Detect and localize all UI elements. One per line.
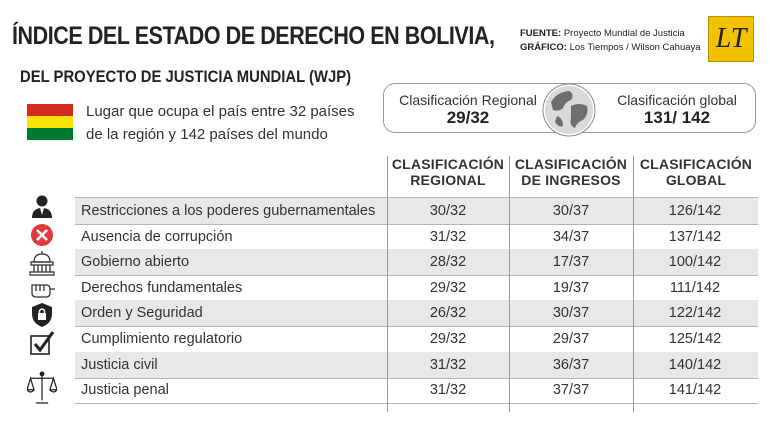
column-divider [633, 156, 634, 412]
page-title: ÍNDICE DEL ESTADO DE DERECHO EN BOLIVIA, [12, 22, 495, 50]
row-label: Ausencia de corrupción [81, 229, 233, 245]
column-header-global [634, 156, 758, 188]
cell-regional: 31/32 [429, 357, 467, 373]
cell-regional: 28/32 [429, 254, 467, 270]
row-label: Justicia penal [81, 382, 169, 398]
column-header-income-line2: DE INGRESOS [521, 172, 621, 188]
cell-global: 141/142 [668, 382, 722, 398]
cell-regional: 26/32 [429, 305, 467, 321]
cell-global: 140/142 [668, 357, 722, 373]
legend-line-2: de la región y 142 países del mundo [86, 126, 328, 143]
scales-icon [27, 368, 57, 408]
cell-income: 30/37 [552, 305, 590, 321]
flag-stripe-red [27, 104, 73, 116]
table-row [75, 326, 758, 352]
cell-income: 17/37 [552, 254, 590, 270]
row-label: Cumplimiento regulatorio [81, 331, 243, 347]
cell-global: 111/142 [669, 280, 721, 296]
cell-global: 137/142 [668, 229, 722, 245]
cell-regional: 31/32 [429, 382, 467, 398]
row-label: Restricciones a los poderes gubernamentales [81, 203, 376, 219]
row-label: Orden y Seguridad [81, 305, 203, 321]
checkbox-icon [27, 330, 57, 356]
page-subtitle: DEL PROYECTO DE JUSTICIA MUNDIAL (WJP) [20, 68, 352, 86]
graphic-label: GRÁFICO: [520, 42, 567, 53]
graphic-value: Los Tiempos / Wilson Cahuaya [569, 42, 701, 53]
cell-regional: 30/32 [429, 203, 467, 219]
regional-ranking-value: 29/32 [446, 108, 490, 127]
column-divider [387, 156, 388, 412]
legend-text [86, 100, 355, 146]
source-value: Proyecto Mundial de Justicia [563, 28, 685, 39]
los-tiempos-logo: LT [708, 16, 754, 62]
table-row [75, 300, 758, 326]
cell-income: 30/37 [552, 203, 590, 219]
cell-regional: 31/32 [429, 229, 467, 245]
table-row [75, 249, 758, 275]
global-ranking [604, 92, 750, 126]
cell-global: 126/142 [668, 203, 722, 219]
row-label: Derechos fundamentales [81, 280, 243, 296]
column-divider [509, 156, 510, 412]
cell-regional: 29/32 [429, 280, 467, 296]
cell-income: 19/37 [552, 280, 590, 296]
cell-income: 34/37 [552, 229, 590, 245]
red-x-icon [27, 222, 57, 248]
column-header-income [509, 156, 633, 188]
source-credits [520, 27, 701, 55]
row-label: Justicia civil [81, 357, 158, 373]
regional-ranking [393, 92, 543, 126]
cell-regional: 29/32 [429, 331, 467, 347]
cell-global: 125/142 [668, 331, 722, 347]
column-header-global-line1: CLASIFICACIÓN [639, 156, 753, 172]
column-header-global-line2: GLOBAL [665, 172, 727, 188]
cell-income: 36/37 [552, 357, 590, 373]
shield-lock-icon [27, 302, 57, 328]
row-divider [75, 403, 758, 404]
cell-income: 29/37 [552, 331, 590, 347]
column-header-income-line1: CLASIFICACIÓN [514, 156, 628, 172]
column-header-regional [388, 156, 508, 188]
flag-stripe-green [27, 128, 73, 140]
global-ranking-label: Clasificación global [617, 92, 737, 108]
row-label: Gobierno abierto [81, 254, 190, 270]
person-icon [27, 193, 57, 219]
table-row [75, 352, 758, 378]
government-building-icon [27, 250, 57, 276]
column-header-regional-line1: CLASIFICACIÓN [391, 156, 505, 172]
cell-global: 122/142 [668, 305, 722, 321]
global-ranking-value: 131/ 142 [643, 108, 711, 127]
row-divider [75, 197, 758, 198]
cell-income: 37/37 [552, 382, 590, 398]
raised-fist-icon [27, 276, 57, 302]
legend-line-1: Lugar que ocupa el país entre 32 países [86, 103, 355, 120]
table-row [75, 275, 758, 301]
column-header-regional-line2: REGIONAL [410, 172, 486, 188]
cell-global: 100/142 [668, 254, 722, 270]
flag-stripe-yellow [27, 116, 73, 128]
regional-ranking-label: Clasificación Regional [399, 92, 537, 108]
table-row [75, 198, 758, 224]
bolivia-flag-icon [27, 104, 73, 140]
globe-icon [541, 82, 597, 138]
table-row [75, 224, 758, 250]
table-row [75, 377, 758, 403]
source-label: FUENTE: [520, 28, 562, 39]
